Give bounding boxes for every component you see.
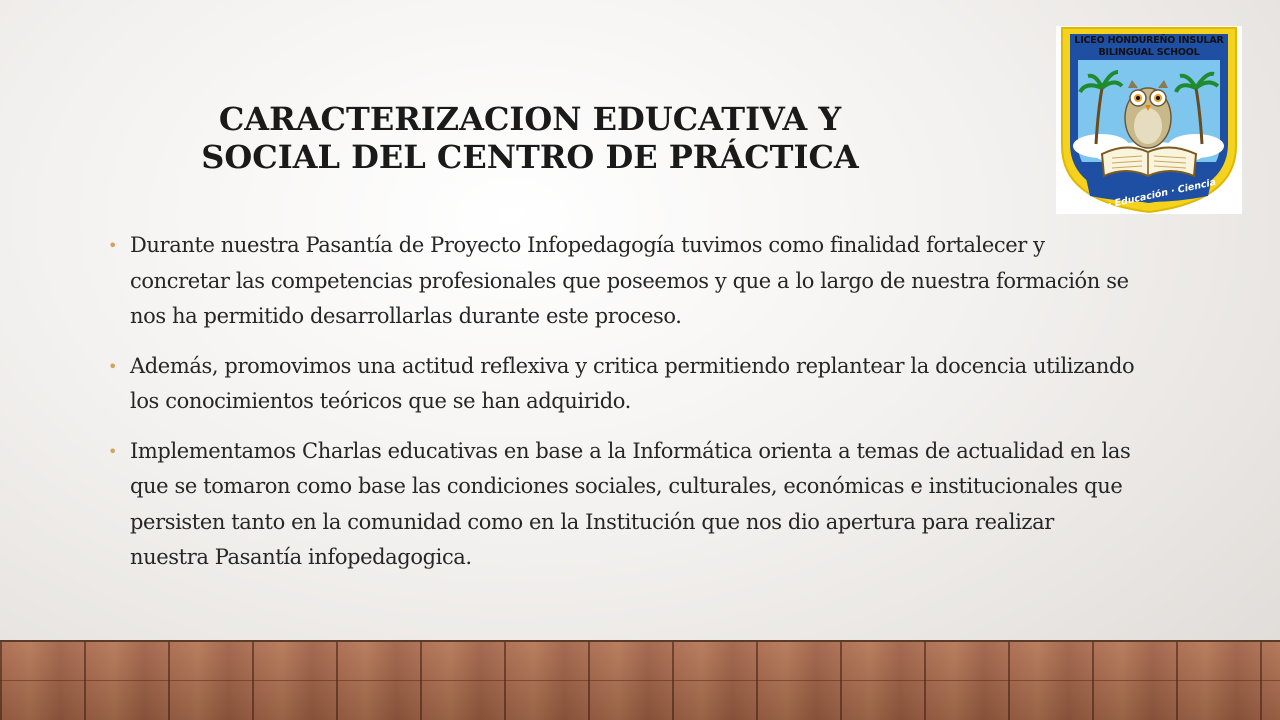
logo-school-subtitle: BILINGUAL SCHOOL [1098, 47, 1200, 58]
bullet-icon: • [108, 441, 118, 461]
slide-title-line-2: SOCIAL DEL CENTRO DE PRÁCTICA [201, 138, 859, 176]
logo-school-name: LICEO HONDUREÑO INSULAR [1074, 35, 1224, 46]
slide-title-line-1: CARACTERIZACION EDUCATIVA Y [218, 100, 842, 138]
bullet-text: Implementamos Charlas educativas en base a la Informática orienta a temas de actualidad en las que se tomaron como base las condiciones sociales, culturales, económicas e institucionales que persisten tanto en la comunidad como en la Institución que nos dio apertura para realizar nuestra Pasantía infopedagogica. [130, 438, 1131, 569]
school-logo [1056, 26, 1242, 217]
bullet-text: Además, promovimos una actitud reflexiva y critica permitiendo replantear la docencia utilizando los conocimientos teóricos que se han adquirido. [130, 353, 1135, 413]
bullet-item [108, 228, 1138, 335]
bullet-item [108, 434, 1138, 576]
bullet-list [108, 228, 1138, 590]
slide-title [120, 100, 940, 176]
bullet-icon: • [108, 236, 118, 255]
bullet-text: Durante nuestra Pasantía de Proyecto Infopedagogía tuvimos como finalidad fortalecer y concretar las competencias profesionales que poseemos y que a lo largo de nuestra formación se nos ha permitido desarrollarlas durante este proceso. [130, 233, 1129, 328]
bullet-item [108, 349, 1138, 420]
wood-floor [0, 640, 1280, 720]
bullet-icon: • [108, 356, 118, 376]
logo-motto: Dios · Educación · Ciencia [1080, 176, 1218, 217]
